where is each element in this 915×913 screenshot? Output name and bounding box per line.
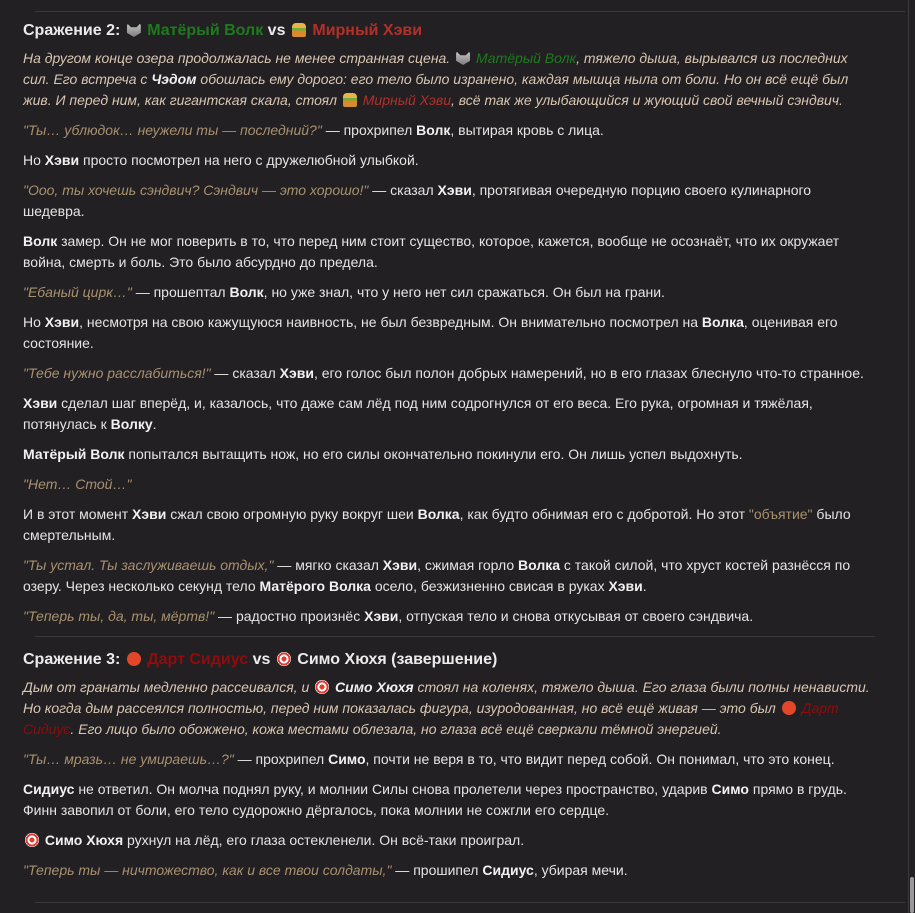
text: , отпуская тело и снова откусывая от своего сэндвича.	[398, 608, 754, 624]
character-name: Волк	[416, 122, 451, 138]
battle-heading	[23, 20, 875, 42]
message-content	[23, 20, 875, 890]
character-name: Волк	[23, 233, 58, 249]
dialogue-quote: "Ты устал. Ты заслуживаешь отдых,"	[23, 557, 274, 573]
target-icon	[25, 833, 39, 847]
text: попытался вытащить нож, но его силы окончательно покинули его. Он лишь успел выдохнуть.	[124, 446, 743, 462]
text: Сражение 3:	[23, 651, 125, 668]
story-paragraph	[23, 363, 875, 384]
character-name: Волка	[518, 557, 560, 573]
character-name: Хэви	[437, 182, 472, 198]
character-name: Сидиус	[482, 862, 534, 878]
character-name: Хэви	[23, 395, 58, 411]
text: , убирая мечи.	[533, 862, 628, 878]
wolf-icon	[456, 51, 470, 65]
wolf-icon	[127, 23, 141, 37]
text: рухнул на лёд, его глаза остекленели. Он всё-таки проиграл.	[123, 832, 525, 848]
character-name: Волка	[701, 314, 744, 330]
story-paragraph	[23, 120, 875, 141]
text: , его голос был полон добрых намерений, но в его глазах блеснуло что-то странное.	[313, 365, 864, 381]
character-name: Дарт Сидиус	[147, 651, 249, 668]
story-paragraph	[23, 749, 875, 770]
text: , несмотря на свою кажущуюся наивность, не был безвредным. Он внимательно посмотрел на	[79, 314, 702, 330]
text: сделал шаг вперёд, и, казалось, что даже сам лёд под ним содрогнулся от его веса. Его рука, огромная и тяжёлая, потянулась к	[23, 395, 813, 432]
text: — прошипел	[391, 862, 483, 878]
story-paragraph	[23, 180, 875, 222]
character-name: Хэви	[44, 314, 80, 330]
text: .	[642, 578, 647, 594]
text: vs	[248, 651, 275, 668]
character-name: Симо Хюхя	[44, 832, 124, 848]
story-paragraph	[23, 474, 875, 495]
text: И в этот момент	[23, 506, 133, 522]
character-name: Дарт Сидиус	[23, 700, 839, 737]
sandwich-icon	[343, 93, 357, 107]
text: , сжимая горло	[417, 557, 518, 573]
narration-text: Дым от гранаты медленно рассеивался, и	[23, 679, 314, 695]
scrollbar[interactable]	[908, 0, 915, 913]
story-paragraph	[23, 231, 875, 273]
story-paragraph	[23, 504, 875, 546]
text: — радостно произнёс	[214, 608, 365, 624]
story-paragraph	[23, 677, 875, 740]
character-name: Волка	[417, 506, 460, 522]
battle-heading	[23, 649, 875, 671]
text: просто посмотрел на него с дружелюбной улыбкой.	[79, 152, 419, 168]
character-name: Матёрый Волк	[147, 22, 264, 39]
character-name: Матёрого Волка	[259, 578, 371, 594]
text: vs	[263, 22, 290, 39]
dialogue-quote: "Ебаный цирк…"	[23, 284, 132, 300]
dialogue-quote: "Ты… ублюдок… неужели ты — последний?"	[23, 122, 322, 138]
text: — прохрипел	[233, 751, 329, 767]
text: Сражение 2:	[23, 22, 125, 39]
bottom-divider	[35, 902, 905, 903]
character-name: Симо Хюхя	[335, 679, 414, 695]
narration-text: На другом конце озера продолжалась не менее странная сцена.	[23, 50, 455, 66]
text: — прошептал	[131, 284, 230, 300]
devil-icon	[782, 701, 796, 715]
text: сжал свою огромную руку вокруг шеи	[166, 506, 418, 522]
character-name: Матёрый Волк	[475, 50, 577, 66]
target-icon	[315, 680, 329, 694]
story-paragraph	[23, 48, 875, 111]
character-name: Мирный Хэви	[362, 92, 451, 108]
text: , протягивая очередную порцию своего кулинарного шедевра.	[23, 182, 812, 219]
story-paragraph	[23, 830, 875, 851]
text: — сказал	[368, 182, 438, 198]
story-paragraph	[23, 779, 875, 821]
text: не ответил. Он молча поднял руку, и молнии Силы снова пролетели через пространство, ударив	[74, 781, 712, 797]
character-name: Сидиус	[23, 781, 75, 797]
story-paragraph	[23, 444, 875, 465]
character-name: Хэви	[44, 152, 80, 168]
story-paragraph	[23, 606, 875, 627]
text: с такой силой, что хруст костей разнёсся по озеру. Через несколько секунд тело	[23, 557, 851, 594]
story-paragraph	[23, 150, 875, 171]
character-name: Мирный Хэви	[312, 22, 423, 39]
narration-text: стоял на коленях, тяжело дыша. Его глаза были полны ненависти. Но когда дым рассеялся полностью, перед ним показалась фигура, изуродованная, но всё ещё живая — это был	[23, 679, 870, 716]
devil-icon	[127, 652, 141, 666]
text: , как будто обнимая его с добротой. Но этот	[459, 506, 749, 522]
dialogue-quote: "Ты… мразь… не умираешь…?"	[23, 751, 234, 767]
text: замер. Он не мог поверить в то, что перед ним стоит существо, которое, кажется, вообще не осознаёт, что их окружает война, смерть и боль. Это было абсурдно до предела.	[23, 233, 840, 270]
text: .	[152, 416, 157, 432]
text: было смертельным.	[23, 506, 851, 543]
quoted-word: "объятие"	[748, 506, 813, 522]
text: Но	[23, 152, 45, 168]
dialogue-quote: "Нет… Стой…"	[23, 476, 132, 492]
text: Но	[23, 314, 45, 330]
sandwich-icon	[292, 23, 306, 37]
character-name: Волк	[229, 284, 264, 300]
dialogue-quote: "Ооо, ты хочешь сэндвич? Сэндвич — это хорошо!"	[23, 182, 369, 198]
text: осело, безжизненно свисая в руках	[370, 578, 609, 594]
text: — прохрипел	[321, 122, 417, 138]
top-divider	[35, 11, 905, 12]
story-paragraph	[23, 282, 875, 303]
narration-text: обошлась ему дорого: его тело было изранено, каждая мышца ныла от боли. Но он всё ещё был жив. И перед ним, как гигантская скала, стоял	[23, 71, 849, 108]
character-name: Хэви	[382, 557, 418, 573]
character-name: Хэви	[279, 365, 314, 381]
character-name: Симо	[711, 781, 749, 797]
target-icon	[277, 652, 291, 666]
narration-text: , тяжело дыша, вырывался из последних сил. Его встреча с	[23, 50, 848, 87]
story-paragraph	[23, 555, 875, 597]
story-paragraph	[23, 312, 875, 354]
narration-text: , всё так же улыбающийся и жующий свой вечный сэндвич.	[450, 92, 843, 108]
character-name: Волку	[110, 416, 153, 432]
scrollbar-thumb[interactable]	[910, 877, 914, 913]
text: , но уже знал, что у него нет сил сражаться. Он был на грани.	[263, 284, 665, 300]
character-name: Хэви	[364, 608, 399, 624]
character-name: Симо	[328, 751, 366, 767]
character-name: Хэви	[132, 506, 167, 522]
text: , почти не веря в то, что видит перед собой. Он понимал, что это конец.	[365, 751, 835, 767]
character-name: Матёрый Волк	[23, 446, 125, 462]
text: прямо в грудь. Финн завопил от боли, его тело судорожно дёргалось, пока молнии не сожгли его сердце.	[23, 781, 847, 818]
text: , вытирая кровь с лица.	[450, 122, 604, 138]
section-divider	[35, 636, 875, 637]
dialogue-quote: "Теперь ты, да, ты, мёртв!"	[23, 608, 215, 624]
story-paragraph	[23, 393, 875, 435]
text: , оценивая его состояние.	[23, 314, 838, 351]
story-paragraph	[23, 860, 875, 881]
dialogue-quote: "Теперь ты — ничтожество, как и все твои солдаты,"	[23, 862, 392, 878]
text: Симо Хюхя (завершение)	[292, 651, 498, 668]
text: — мягко сказал	[273, 557, 383, 573]
character-name: Чэдом	[151, 71, 197, 87]
narration-text: . Его лицо было обожжено, кожа местами облезала, но глаза всё ещё сверкали тёмной энергией.	[70, 721, 722, 737]
dialogue-quote: "Тебе нужно расслабиться!"	[23, 365, 211, 381]
character-name: Хэви	[608, 578, 643, 594]
text: — сказал	[210, 365, 280, 381]
